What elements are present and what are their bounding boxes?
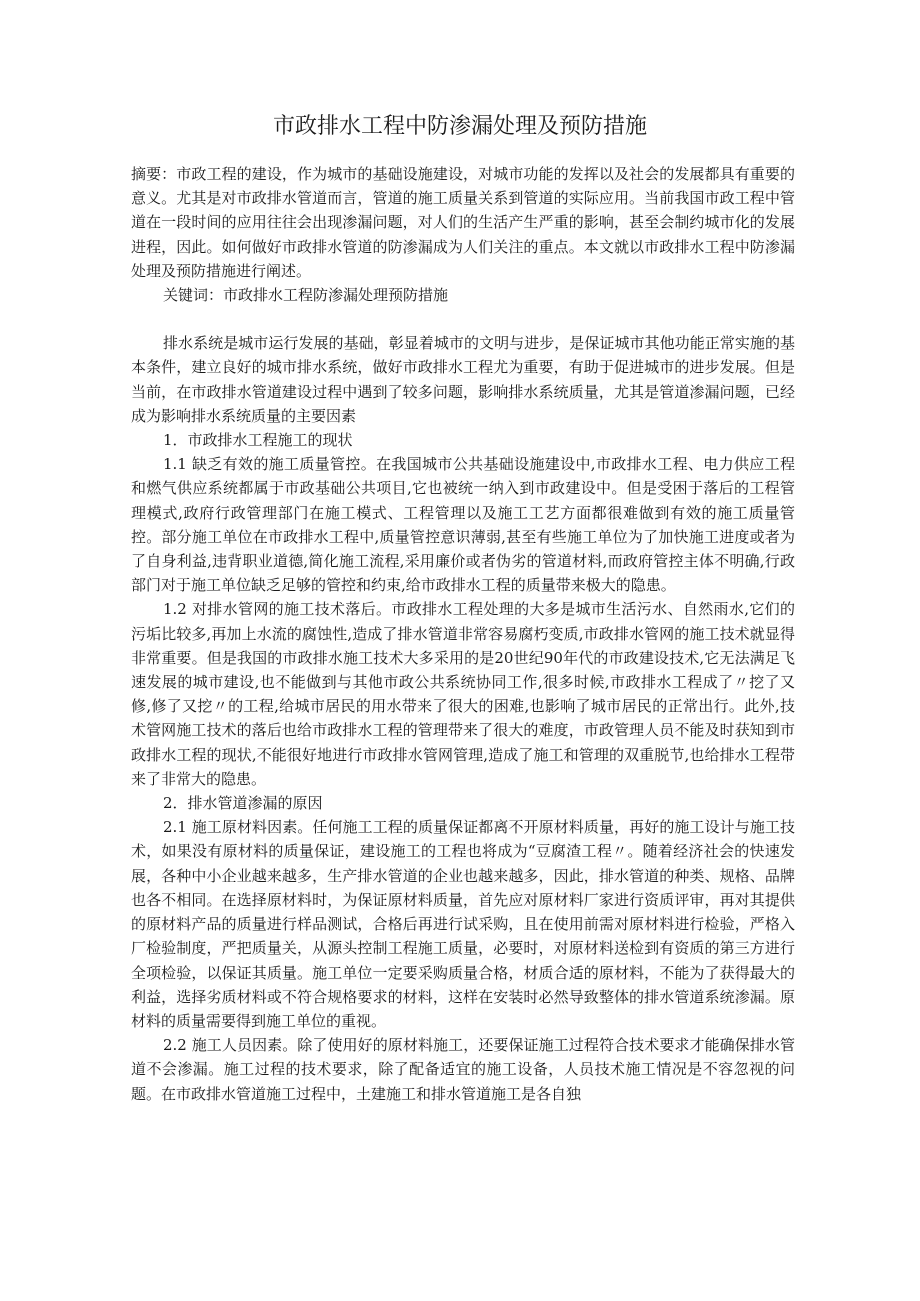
section-2-2-paragraph: 2.2 施工人员因素。除了使用好的原材料施工，还要保证施工过程符合技术要求才能确保排水管道不会渗漏。施工过程的技术要求，除了配备适宜的施工设备，人员技术施工情况是不容忽视的问题。在市政排水管道施工过程中，土建施工和排水管道施工是各自独 — [131, 1036, 795, 1103]
document-title: 市政排水工程中防渗漏处理及预防措施 — [272, 114, 647, 139]
section-1-2-paragraph: 1.2 对排水管网的施工技术落后。市政排水工程处理的大多是城市生活污水、自然雨水,它们的污垢比较多,再加上水流的腐蚀性,造成了排水管道非常容易腐朽变质,市政排水管网的施工技术就显得非常重要。但是我国的市政排水施工技术大多采用的是20世纪90年代的市政建设技术,它无法满足飞速发展的城市建设,也不能做到与其他市政公共系统协同工作,很多时候,市政排水工程成了〃挖了又修,修了又挖〃的工程,给城市居民的用水带来了很大的困难,也影响了城市居民的正常出行。此外,技术管网施工技术的落后也给市政排水工程的管理带来了很大的难度，市政管理人员不能及时获知到市政排水工程的现状,不能很好地进行市政排水管网管理,造成了施工和管理的双重脱节,也给排水工程带来了非常大的隐患。 — [131, 600, 795, 788]
section-2-heading: 2．排水管道渗漏的原因 — [163, 794, 323, 813]
section-1-heading: 1．市政排水工程施工的现状 — [163, 431, 353, 450]
paragraph-gap — [131, 307, 795, 331]
document-body — [131, 162, 795, 1106]
section-2-1-paragraph: 2.1 施工原材料因素。任何施工工程的质量保证都离不开原材料质量，再好的施工设计与施工技术，如果没有原材料的质量保证，建设施工的工程也将成为“豆腐渣工程〃。随着经济社会的快速发展，各种中小企业越来越多，生产排水管道的企业也越来越多，因此，排水管道的种类、规格、品牌也各不相同。在选择原材料时，为保证原材料质量，首先应对原材料厂家进行资质评审，再对其提供的原材料产品的质量进行样品测试，合格后再进行试采购，且在使用前需对原材料进行检验，严格入厂检验制度，严把质量关，从源头控制工程施工质量，必要时，对原材料送检到有资质的第三方进行全项检验，以保证其质量。施工单位一定要采购质量合格，材质合适的原材料，不能为了获得最大的利益，选择劣质材料或不符合规格要求的材料，这样在安装时必然导致整体的排水管道系统渗漏。原材料的质量需要得到施工单位的重视。 — [131, 818, 795, 1030]
abstract-paragraph: 摘要：市政工程的建设，作为城市的基础设施建设，对城市功能的发挥以及社会的发展都具有重要的意义。尤其是对市政排水管道而言，管道的施工质量关系到管道的实际应用。当前我国市政工程中管道在一段时间的应用往往会出现渗漏问题，对人们的生活产生严重的影响，甚至会制约城市化的发展进程，因此。如何做好市政排水管道的防渗漏成为人们关注的重点。本文就以市政排水工程中防渗漏处理及预防措施进行阐述。 — [131, 165, 795, 280]
section-1-1-paragraph: 1.1 缺乏有效的施工质量管控。在我国城市公共基础设施建设中,市政排水工程、电力供应工程和燃气供应系统都属于市政基础公共项目,它也被统一纳入到市政建设中。但是受困于落后的工程管理模式,政府行政管理部门在施工模式、工程管理以及施工工艺方面都很难做到有效的施工质量管控。部分施工单位在市政排水工程中,质量管控意识薄弱,甚至有些施工单位为了加快施工进度或者为了自身利益,违背职业道德,简化施工流程,采用廉价或者伪劣的管道材料,而政府管控主体不明确,行政部门对于施工单位缺乏足够的管控和约束,给市政排水工程的质量带来极大的隐患。 — [131, 455, 795, 595]
keywords-line: 关键词：市政排水工程防渗漏处理预防措施 — [163, 286, 449, 305]
intro-paragraph: 排水系统是城市运行发展的基础，彰显着城市的文明与进步，是保证城市其他功能正常实施的基本条件，建立良好的城市排水系统，做好市政排水工程尤为重要，有助于促进城市的进步发展。但是当前，在市政排水管道建设过程中遇到了较多问题，影响排水系统质量，尤其是管道渗漏问题，已经成为影响排水系统质量的主要因素 — [131, 334, 795, 425]
